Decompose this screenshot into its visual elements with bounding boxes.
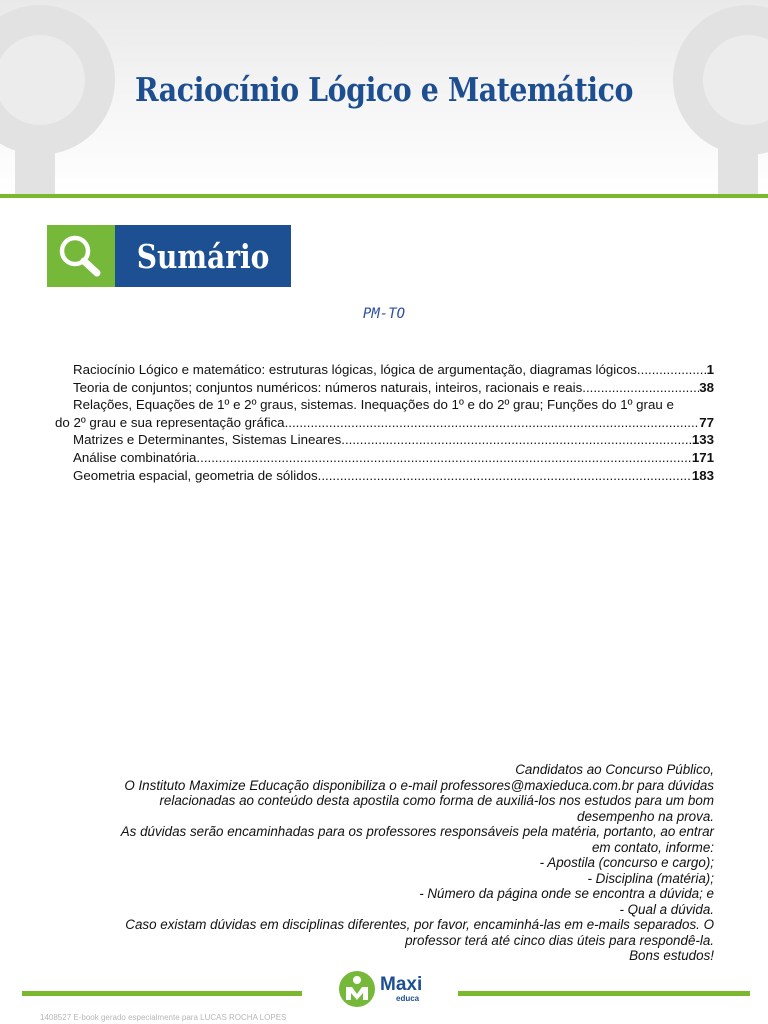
toc-entry-title: Geometria espacial, geometria de sólidos. [73,467,322,483]
toc-entry[interactable] [55,379,714,397]
page-header [0,0,768,194]
toc-entry-title-line1: Relações, Equações de 1º e 2º graus, sistemas. Inequações do 1º e do 2º grau; Funções do 1º grau e [73,397,674,413]
sumario-banner [47,225,291,287]
toc-entry-page: 77 [699,414,714,430]
notice-line: - Disciplina (matéria); [587,870,714,886]
banner-icon-box [47,225,115,287]
contact-notice [54,762,714,964]
notice-line: Bons estudos! [629,948,714,963]
toc-leader [200,449,692,467]
notice-line: Candidatos ao Concurso Público, [515,762,714,777]
footer-divider-left [22,991,302,996]
toc-leader [586,379,699,397]
notice-line: O Instituto Maximize Educação disponibiliza o e-mail professores@maxieduca.com.br para dúvidas [124,777,714,793]
toc-entry[interactable] [55,467,714,485]
notice-line: - Qual a dúvida. [619,901,714,917]
toc-entry-title: Matrizes e Determinantes, Sistemas Lineares. [73,432,345,448]
logo-name: Maxi [380,974,423,995]
toc-entry-line2 [55,414,714,432]
notice-line: - Apostila (concurso e cargo); [539,855,714,870]
toc-entry[interactable] [55,431,714,449]
maxi-logo [338,969,438,1009]
header-divider [0,194,768,198]
notice-line: em contato, informe: [591,839,714,855]
toc-entry-title: Teoria de conjuntos; conjuntos numéricos: números naturais, inteiros, racionais e reais. [73,379,586,395]
toc-entry-page: 183 [691,467,714,483]
toc-entry-page: 171 [691,449,714,465]
toc-entry[interactable] [55,396,714,431]
toc-leader [345,431,692,449]
toc-leader [288,414,699,432]
toc-leader [641,361,707,379]
banner-label [115,225,291,287]
toc-entry[interactable] [55,449,714,467]
table-of-contents [55,361,714,484]
ebook-watermark-note: 1408527 E-book gerado especialmente para LUCAS ROCHA LOPES [40,1013,287,1022]
maxi-logo-icon [338,970,376,1008]
document-title: Raciocínio Lógico e Matemático [134,70,634,109]
notice-line: - Número da página onde se encontra a dúvida; e [419,886,714,901]
notice-line: Caso existam dúvidas em disciplinas diferentes, por favor, encaminhá-las em e-mails separados. O [125,917,714,932]
toc-entry-page: 133 [691,432,714,448]
logo-wordmark [380,975,422,1003]
notice-line: As dúvidas serão encaminhadas para os professores responsáveis pela matéria, portanto, ao entrar [120,824,714,839]
footer-divider-right [458,991,750,996]
notice-line: desempenho na prova. [577,808,714,824]
toc-entry-page: 38 [699,379,714,395]
logo-subtitle: educa [396,994,420,1003]
banner-label-text: Sumário [136,236,270,276]
toc-leader [321,467,691,485]
toc-entry-title-line2: do 2º grau e sua representação gráfica. [55,414,289,430]
notice-line: professor terá até cinco dias úteis para respondê-la. [405,932,714,948]
toc-entry-page: 1 [706,362,714,377]
toc-entry-title: Análise combinatória. [73,449,201,465]
notice-line: relacionadas ao conteúdo desta apostila como forma de auxiliá-los nos estudos para um bom [159,793,714,808]
toc-entry[interactable] [55,361,714,379]
magnifier-icon [55,232,107,280]
exam-tag: PM-TO [362,306,406,322]
toc-entry-title: Raciocínio Lógico e matemático: estruturas lógicas, lógica de argumentação, diagramas lógicos. [73,362,641,377]
